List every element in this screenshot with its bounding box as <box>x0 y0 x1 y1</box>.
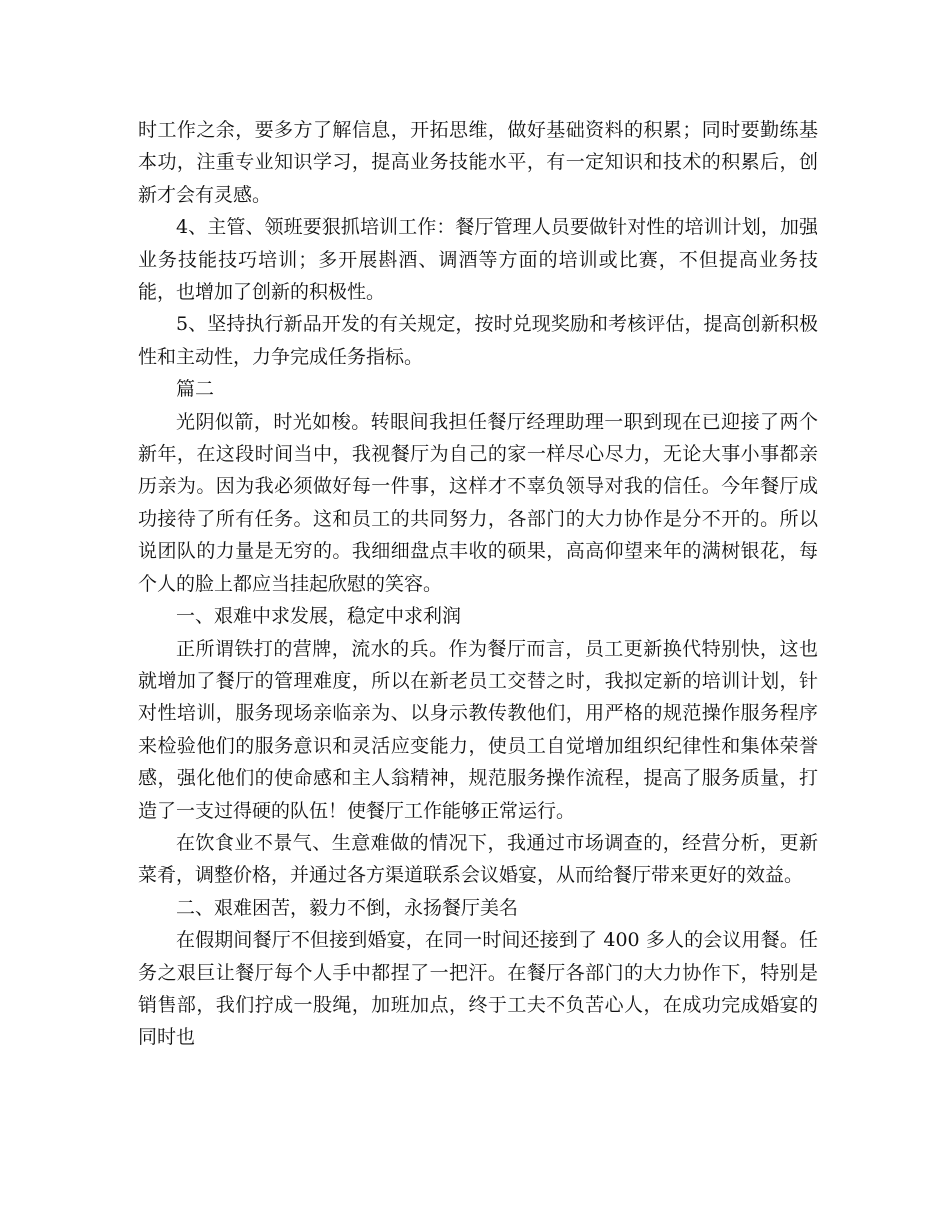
document-body <box>138 114 818 1054</box>
section-heading-part-two: 篇二 <box>176 378 215 401</box>
paragraph-training: 正所谓铁打的营牌，流水的兵。作为餐厅而言，员工更新换代特别快，这也就增加了餐厅的管理难度，所以在新老员工交替之时，我拟定新的培训计划，针对性培训，服务现场亲临亲为、以身示教传教他们，用严格的规范操作服务程序来检验他们的服务意识和灵活应变能力，使员工自觉增加组织纪律性和集体荣誉感，强化他们的使命感和主人翁精神，规范服务操作流程，提高了服务质量，打造了一支过得硬的队伍！使餐厅工作能够正常运行。 <box>138 637 818 822</box>
section-heading-one: 一、艰难中求发展，稳定中求利润 <box>176 605 462 628</box>
section-heading-two: 二、艰难困苦，毅力不倒，永扬餐厅美名 <box>176 896 519 919</box>
paragraph-continuation: 时工作之余，要多方了解信息，开拓思维，做好基础资料的积累；同时要勤练基本功，注重专业知识学习，提高业务技能水平，有一定知识和技术的积累后，创新才会有灵感。 <box>138 119 818 206</box>
paragraph-item-5: 5、坚持执行新品开发的有关规定，按时兑现奖励和考核评估，提高创新积极性和主动性，力争完成任务指标。 <box>138 313 818 368</box>
paragraph-market: 在饮食业不景气、生意难做的情况下，我通过市场调查的，经营分析，更新菜肴，调整价格，并通过各方渠道联系会议婚宴，从而给餐厅带来更好的效益。 <box>138 831 818 887</box>
paragraph-item-4: 4、主管、领班要狠抓培训工作：餐厅管理人员要做针对性的培训计划，加强业务技能技巧培训；多开展斟酒、调酒等方面的培训或比赛，不但提高业务技能，也增加了创新的积极性。 <box>138 216 818 304</box>
paragraph-intro: 光阴似箭，时光如梭。转眼间我担任餐厅经理助理一职到现在已迎接了两个新年，在这段时间当中，我视餐厅为自己的家一样尽心尽力，无论大事小事都亲历亲为。因为我必须做好每一件事，这样才不辜负领导对我的信任。今年餐厅成功接待了所有任务。这和员工的共同努力，各部门的大力协作是分不开的。所以说团队的力量是无穷的。我细细盘点丰收的硕果，高高仰望来年的满树银花，每个人的脸上都应当挂起欣慰的笑容。 <box>138 410 818 595</box>
paragraph-holiday: 在假期间餐厅不但接到婚宴，在同一时间还接到了 400 多人的会议用餐。任务之艰巨让餐厅每个人手中都捏了一把汗。在餐厅各部门的大力协作下，特别是销售部，我们拧成一股绳，加班加点，终于工夫不负苦心人，在成功完成婚宴的同时也 <box>138 929 818 1049</box>
